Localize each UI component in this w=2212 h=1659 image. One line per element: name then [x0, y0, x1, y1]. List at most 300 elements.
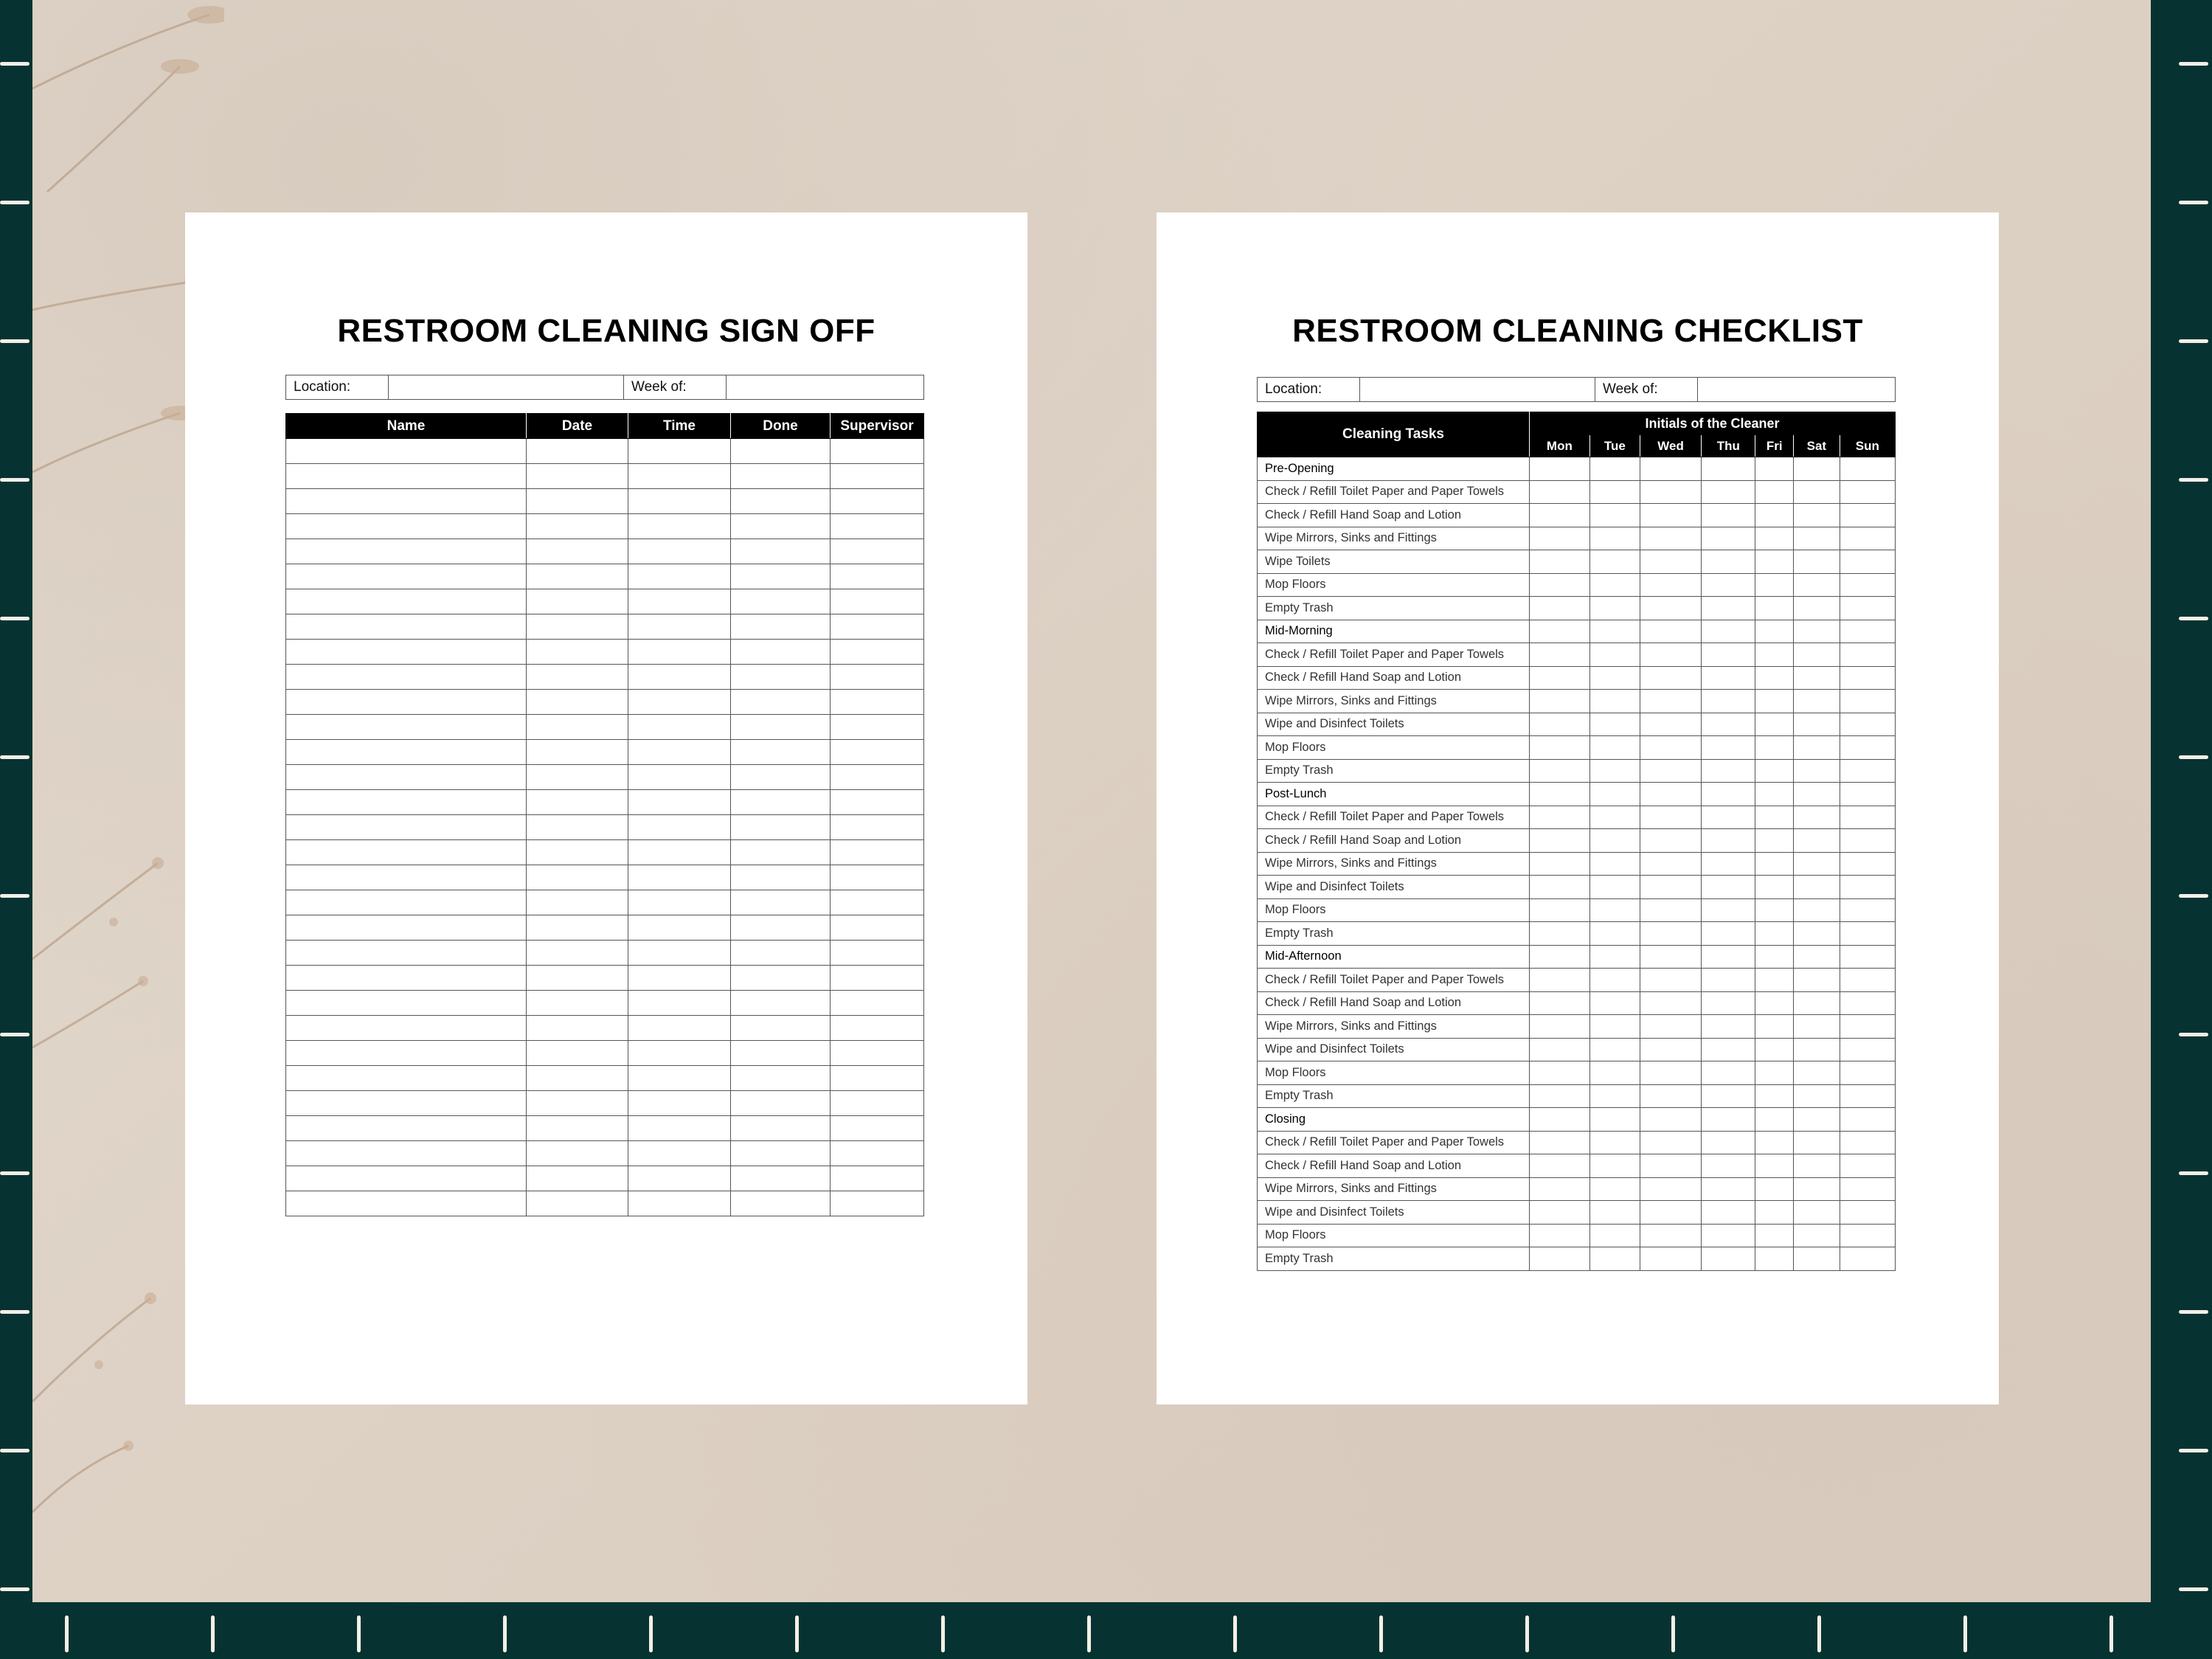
signoff-cell[interactable]: [731, 991, 831, 1016]
initials-cell[interactable]: [1840, 573, 1895, 597]
initials-cell[interactable]: [1530, 736, 1590, 760]
initials-cell[interactable]: [1755, 991, 1794, 1015]
initials-cell[interactable]: [1794, 1224, 1840, 1247]
initials-cell[interactable]: [1589, 1061, 1640, 1085]
signoff-cell[interactable]: [831, 539, 924, 564]
initials-cell[interactable]: [1840, 1247, 1895, 1271]
initials-cell[interactable]: [1702, 1061, 1755, 1085]
signoff-cell[interactable]: [628, 665, 731, 690]
initials-cell[interactable]: [1755, 597, 1794, 620]
initials-cell[interactable]: [1589, 1084, 1640, 1108]
initials-cell[interactable]: [1589, 806, 1640, 829]
initials-cell[interactable]: [1589, 969, 1640, 992]
initials-cell[interactable]: [1794, 1177, 1840, 1201]
initials-cell[interactable]: [1755, 1154, 1794, 1178]
initials-cell[interactable]: [1794, 806, 1840, 829]
initials-cell[interactable]: [1530, 945, 1590, 969]
signoff-cell[interactable]: [628, 690, 731, 715]
initials-cell[interactable]: [1702, 1201, 1755, 1225]
initials-cell[interactable]: [1794, 1015, 1840, 1039]
signoff-cell[interactable]: [628, 1141, 731, 1166]
signoff-cell[interactable]: [527, 539, 628, 564]
initials-cell[interactable]: [1640, 1038, 1701, 1061]
initials-cell[interactable]: [1794, 783, 1840, 806]
initials-cell[interactable]: [1840, 550, 1895, 574]
signoff-cell[interactable]: [831, 1066, 924, 1091]
initials-cell[interactable]: [1794, 573, 1840, 597]
initials-cell[interactable]: [1702, 1108, 1755, 1132]
initials-cell[interactable]: [1840, 1154, 1895, 1178]
signoff-cell[interactable]: [831, 589, 924, 614]
initials-cell[interactable]: [1840, 480, 1895, 504]
signoff-cell[interactable]: [831, 1116, 924, 1141]
signoff-cell[interactable]: [831, 1091, 924, 1116]
signoff-cell[interactable]: [286, 614, 527, 640]
initials-cell[interactable]: [1702, 852, 1755, 876]
initials-cell[interactable]: [1755, 1108, 1794, 1132]
initials-cell[interactable]: [1755, 759, 1794, 783]
initials-cell[interactable]: [1702, 643, 1755, 667]
signoff-cell[interactable]: [731, 464, 831, 489]
initials-cell[interactable]: [1840, 1038, 1895, 1061]
initials-cell[interactable]: [1840, 643, 1895, 667]
initials-cell[interactable]: [1702, 713, 1755, 736]
initials-cell[interactable]: [1589, 1015, 1640, 1039]
signoff-cell[interactable]: [731, 665, 831, 690]
initials-cell[interactable]: [1640, 1015, 1701, 1039]
signoff-cell[interactable]: [628, 740, 731, 765]
initials-cell[interactable]: [1702, 922, 1755, 946]
initials-cell[interactable]: [1530, 759, 1590, 783]
initials-cell[interactable]: [1702, 597, 1755, 620]
signoff-cell[interactable]: [628, 614, 731, 640]
initials-cell[interactable]: [1840, 806, 1895, 829]
signoff-cell[interactable]: [527, 1141, 628, 1166]
initials-cell[interactable]: [1640, 480, 1701, 504]
signoff-cell[interactable]: [731, 1091, 831, 1116]
signoff-cell[interactable]: [831, 1016, 924, 1041]
signoff-cell[interactable]: [731, 439, 831, 464]
initials-cell[interactable]: [1840, 1131, 1895, 1154]
initials-cell[interactable]: [1530, 1224, 1590, 1247]
initials-cell[interactable]: [1589, 1177, 1640, 1201]
initials-cell[interactable]: [1755, 480, 1794, 504]
signoff-cell[interactable]: [628, 890, 731, 915]
initials-cell[interactable]: [1640, 806, 1701, 829]
initials-cell[interactable]: [1702, 457, 1755, 481]
initials-cell[interactable]: [1840, 852, 1895, 876]
signoff-cell[interactable]: [527, 865, 628, 890]
initials-cell[interactable]: [1589, 504, 1640, 527]
initials-cell[interactable]: [1794, 876, 1840, 899]
initials-cell[interactable]: [1702, 876, 1755, 899]
initials-cell[interactable]: [1794, 597, 1840, 620]
signoff-cell[interactable]: [286, 539, 527, 564]
initials-cell[interactable]: [1640, 922, 1701, 946]
initials-cell[interactable]: [1755, 969, 1794, 992]
initials-cell[interactable]: [1640, 550, 1701, 574]
signoff-cell[interactable]: [628, 439, 731, 464]
signoff-cell[interactable]: [731, 589, 831, 614]
signoff-cell[interactable]: [731, 790, 831, 815]
initials-cell[interactable]: [1840, 1084, 1895, 1108]
signoff-cell[interactable]: [286, 665, 527, 690]
initials-cell[interactable]: [1530, 597, 1590, 620]
initials-cell[interactable]: [1840, 620, 1895, 643]
signoff-cell[interactable]: [286, 690, 527, 715]
initials-cell[interactable]: [1530, 829, 1590, 853]
signoff-cell[interactable]: [286, 1116, 527, 1141]
initials-cell[interactable]: [1530, 573, 1590, 597]
signoff-cell[interactable]: [831, 665, 924, 690]
initials-cell[interactable]: [1589, 457, 1640, 481]
signoff-cell[interactable]: [831, 564, 924, 589]
initials-cell[interactable]: [1794, 1201, 1840, 1225]
initials-cell[interactable]: [1589, 876, 1640, 899]
signoff-cell[interactable]: [628, 966, 731, 991]
initials-cell[interactable]: [1640, 1247, 1701, 1271]
signoff-cell[interactable]: [831, 514, 924, 539]
signoff-cell[interactable]: [527, 966, 628, 991]
initials-cell[interactable]: [1794, 1108, 1840, 1132]
signoff-cell[interactable]: [527, 1166, 628, 1191]
initials-cell[interactable]: [1640, 457, 1701, 481]
initials-cell[interactable]: [1589, 597, 1640, 620]
initials-cell[interactable]: [1755, 504, 1794, 527]
signoff-cell[interactable]: [628, 589, 731, 614]
initials-cell[interactable]: [1530, 666, 1590, 690]
initials-cell[interactable]: [1794, 945, 1840, 969]
signoff-cell[interactable]: [831, 890, 924, 915]
signoff-cell[interactable]: [731, 890, 831, 915]
signoff-cell[interactable]: [286, 941, 527, 966]
signoff-cell[interactable]: [628, 715, 731, 740]
initials-cell[interactable]: [1530, 690, 1590, 713]
signoff-cell[interactable]: [731, 966, 831, 991]
initials-cell[interactable]: [1794, 690, 1840, 713]
initials-cell[interactable]: [1640, 898, 1701, 922]
signoff-cell[interactable]: [831, 915, 924, 941]
signoff-cell[interactable]: [527, 489, 628, 514]
signoff-cell[interactable]: [731, 1116, 831, 1141]
initials-cell[interactable]: [1530, 969, 1590, 992]
initials-cell[interactable]: [1794, 713, 1840, 736]
initials-cell[interactable]: [1702, 1177, 1755, 1201]
signoff-cell[interactable]: [831, 1191, 924, 1216]
initials-cell[interactable]: [1530, 1038, 1590, 1061]
initials-cell[interactable]: [1640, 1084, 1701, 1108]
signoff-cell[interactable]: [286, 715, 527, 740]
initials-cell[interactable]: [1702, 1224, 1755, 1247]
signoff-cell[interactable]: [527, 1191, 628, 1216]
initials-cell[interactable]: [1702, 1247, 1755, 1271]
initials-cell[interactable]: [1530, 1247, 1590, 1271]
signoff-cell[interactable]: [286, 1166, 527, 1191]
initials-cell[interactable]: [1702, 969, 1755, 992]
initials-cell[interactable]: [1702, 504, 1755, 527]
initials-cell[interactable]: [1840, 1061, 1895, 1085]
signoff-cell[interactable]: [628, 1191, 731, 1216]
signoff-cell[interactable]: [628, 539, 731, 564]
initials-cell[interactable]: [1589, 480, 1640, 504]
initials-cell[interactable]: [1530, 876, 1590, 899]
initials-cell[interactable]: [1589, 1247, 1640, 1271]
signoff-cell[interactable]: [628, 514, 731, 539]
initials-cell[interactable]: [1640, 969, 1701, 992]
initials-cell[interactable]: [1794, 480, 1840, 504]
initials-cell[interactable]: [1755, 713, 1794, 736]
initials-cell[interactable]: [1755, 690, 1794, 713]
initials-cell[interactable]: [1702, 945, 1755, 969]
signoff-cell[interactable]: [628, 1041, 731, 1066]
signoff-cell[interactable]: [831, 840, 924, 865]
initials-cell[interactable]: [1755, 1247, 1794, 1271]
signoff-cell[interactable]: [831, 640, 924, 665]
signoff-cell[interactable]: [527, 941, 628, 966]
initials-cell[interactable]: [1589, 759, 1640, 783]
initials-cell[interactable]: [1530, 1084, 1590, 1108]
signoff-cell[interactable]: [628, 765, 731, 790]
initials-cell[interactable]: [1640, 1201, 1701, 1225]
initials-cell[interactable]: [1589, 736, 1640, 760]
initials-cell[interactable]: [1530, 504, 1590, 527]
initials-cell[interactable]: [1640, 829, 1701, 853]
initials-cell[interactable]: [1702, 783, 1755, 806]
initials-cell[interactable]: [1794, 1131, 1840, 1154]
initials-cell[interactable]: [1640, 876, 1701, 899]
initials-cell[interactable]: [1589, 666, 1640, 690]
signoff-cell[interactable]: [527, 890, 628, 915]
signoff-cell[interactable]: [286, 1041, 527, 1066]
initials-cell[interactable]: [1755, 1224, 1794, 1247]
signoff-cell[interactable]: [628, 1016, 731, 1041]
initials-cell[interactable]: [1589, 1154, 1640, 1178]
signoff-cell[interactable]: [731, 865, 831, 890]
initials-cell[interactable]: [1794, 922, 1840, 946]
initials-cell[interactable]: [1589, 922, 1640, 946]
signoff-cell[interactable]: [527, 614, 628, 640]
week-field[interactable]: [1698, 378, 1896, 402]
initials-cell[interactable]: [1589, 620, 1640, 643]
signoff-cell[interactable]: [527, 1091, 628, 1116]
initials-cell[interactable]: [1530, 922, 1590, 946]
signoff-cell[interactable]: [628, 790, 731, 815]
initials-cell[interactable]: [1755, 550, 1794, 574]
initials-cell[interactable]: [1794, 666, 1840, 690]
signoff-cell[interactable]: [731, 514, 831, 539]
initials-cell[interactable]: [1840, 969, 1895, 992]
signoff-cell[interactable]: [286, 890, 527, 915]
initials-cell[interactable]: [1794, 1038, 1840, 1061]
signoff-cell[interactable]: [286, 489, 527, 514]
signoff-cell[interactable]: [831, 966, 924, 991]
signoff-cell[interactable]: [527, 765, 628, 790]
initials-cell[interactable]: [1640, 945, 1701, 969]
initials-cell[interactable]: [1755, 643, 1794, 667]
signoff-cell[interactable]: [628, 1166, 731, 1191]
initials-cell[interactable]: [1794, 898, 1840, 922]
initials-cell[interactable]: [1589, 1038, 1640, 1061]
signoff-cell[interactable]: [286, 865, 527, 890]
initials-cell[interactable]: [1840, 457, 1895, 481]
signoff-cell[interactable]: [831, 489, 924, 514]
signoff-cell[interactable]: [286, 740, 527, 765]
initials-cell[interactable]: [1530, 991, 1590, 1015]
initials-cell[interactable]: [1702, 550, 1755, 574]
signoff-cell[interactable]: [527, 790, 628, 815]
initials-cell[interactable]: [1640, 1131, 1701, 1154]
initials-cell[interactable]: [1755, 1061, 1794, 1085]
signoff-cell[interactable]: [286, 1091, 527, 1116]
signoff-cell[interactable]: [731, 1191, 831, 1216]
signoff-cell[interactable]: [731, 1141, 831, 1166]
signoff-cell[interactable]: [831, 690, 924, 715]
signoff-cell[interactable]: [731, 765, 831, 790]
initials-cell[interactable]: [1840, 783, 1895, 806]
initials-cell[interactable]: [1640, 620, 1701, 643]
initials-cell[interactable]: [1794, 736, 1840, 760]
initials-cell[interactable]: [1755, 898, 1794, 922]
initials-cell[interactable]: [1640, 643, 1701, 667]
initials-cell[interactable]: [1794, 1084, 1840, 1108]
initials-cell[interactable]: [1589, 527, 1640, 550]
signoff-cell[interactable]: [527, 1041, 628, 1066]
signoff-cell[interactable]: [628, 1116, 731, 1141]
initials-cell[interactable]: [1702, 829, 1755, 853]
initials-cell[interactable]: [1589, 829, 1640, 853]
initials-cell[interactable]: [1640, 573, 1701, 597]
signoff-cell[interactable]: [628, 915, 731, 941]
initials-cell[interactable]: [1530, 1015, 1590, 1039]
initials-cell[interactable]: [1794, 1061, 1840, 1085]
initials-cell[interactable]: [1755, 876, 1794, 899]
signoff-cell[interactable]: [628, 991, 731, 1016]
signoff-cell[interactable]: [286, 815, 527, 840]
initials-cell[interactable]: [1530, 1154, 1590, 1178]
initials-cell[interactable]: [1702, 690, 1755, 713]
initials-cell[interactable]: [1640, 666, 1701, 690]
signoff-cell[interactable]: [731, 1016, 831, 1041]
initials-cell[interactable]: [1840, 1224, 1895, 1247]
signoff-cell[interactable]: [286, 640, 527, 665]
signoff-cell[interactable]: [731, 1066, 831, 1091]
signoff-cell[interactable]: [731, 1041, 831, 1066]
initials-cell[interactable]: [1702, 1154, 1755, 1178]
signoff-cell[interactable]: [527, 640, 628, 665]
signoff-cell[interactable]: [527, 1066, 628, 1091]
initials-cell[interactable]: [1794, 620, 1840, 643]
signoff-cell[interactable]: [731, 1166, 831, 1191]
initials-cell[interactable]: [1640, 1061, 1701, 1085]
initials-cell[interactable]: [1755, 945, 1794, 969]
initials-cell[interactable]: [1530, 527, 1590, 550]
signoff-cell[interactable]: [831, 765, 924, 790]
initials-cell[interactable]: [1702, 759, 1755, 783]
initials-cell[interactable]: [1530, 480, 1590, 504]
signoff-cell[interactable]: [286, 589, 527, 614]
initials-cell[interactable]: [1840, 1015, 1895, 1039]
signoff-cell[interactable]: [527, 1016, 628, 1041]
initials-cell[interactable]: [1840, 597, 1895, 620]
initials-cell[interactable]: [1702, 898, 1755, 922]
initials-cell[interactable]: [1640, 690, 1701, 713]
initials-cell[interactable]: [1755, 527, 1794, 550]
initials-cell[interactable]: [1840, 1108, 1895, 1132]
initials-cell[interactable]: [1640, 1154, 1701, 1178]
initials-cell[interactable]: [1840, 1177, 1895, 1201]
initials-cell[interactable]: [1530, 783, 1590, 806]
signoff-cell[interactable]: [731, 915, 831, 941]
initials-cell[interactable]: [1755, 1131, 1794, 1154]
initials-cell[interactable]: [1640, 1108, 1701, 1132]
signoff-cell[interactable]: [286, 514, 527, 539]
signoff-cell[interactable]: [286, 840, 527, 865]
initials-cell[interactable]: [1702, 480, 1755, 504]
signoff-cell[interactable]: [286, 439, 527, 464]
signoff-cell[interactable]: [628, 1066, 731, 1091]
signoff-cell[interactable]: [286, 966, 527, 991]
signoff-cell[interactable]: [628, 564, 731, 589]
signoff-cell[interactable]: [628, 640, 731, 665]
signoff-cell[interactable]: [527, 564, 628, 589]
initials-cell[interactable]: [1755, 1038, 1794, 1061]
initials-cell[interactable]: [1755, 457, 1794, 481]
initials-cell[interactable]: [1840, 736, 1895, 760]
signoff-cell[interactable]: [286, 765, 527, 790]
initials-cell[interactable]: [1702, 666, 1755, 690]
initials-cell[interactable]: [1589, 713, 1640, 736]
signoff-cell[interactable]: [527, 740, 628, 765]
signoff-cell[interactable]: [527, 514, 628, 539]
signoff-cell[interactable]: [731, 690, 831, 715]
initials-cell[interactable]: [1840, 829, 1895, 853]
location-field[interactable]: [389, 375, 624, 400]
signoff-cell[interactable]: [286, 790, 527, 815]
initials-cell[interactable]: [1702, 1038, 1755, 1061]
initials-cell[interactable]: [1640, 504, 1701, 527]
signoff-cell[interactable]: [527, 464, 628, 489]
initials-cell[interactable]: [1530, 457, 1590, 481]
initials-cell[interactable]: [1755, 1177, 1794, 1201]
signoff-cell[interactable]: [286, 991, 527, 1016]
signoff-cell[interactable]: [286, 464, 527, 489]
initials-cell[interactable]: [1589, 643, 1640, 667]
initials-cell[interactable]: [1640, 991, 1701, 1015]
initials-cell[interactable]: [1755, 1201, 1794, 1225]
initials-cell[interactable]: [1589, 690, 1640, 713]
signoff-cell[interactable]: [831, 740, 924, 765]
signoff-cell[interactable]: [286, 1016, 527, 1041]
initials-cell[interactable]: [1589, 573, 1640, 597]
initials-cell[interactable]: [1840, 759, 1895, 783]
signoff-cell[interactable]: [527, 439, 628, 464]
initials-cell[interactable]: [1640, 1177, 1701, 1201]
signoff-cell[interactable]: [527, 991, 628, 1016]
signoff-cell[interactable]: [831, 1141, 924, 1166]
initials-cell[interactable]: [1794, 643, 1840, 667]
initials-cell[interactable]: [1702, 620, 1755, 643]
signoff-cell[interactable]: [286, 1066, 527, 1091]
initials-cell[interactable]: [1640, 759, 1701, 783]
initials-cell[interactable]: [1840, 713, 1895, 736]
signoff-cell[interactable]: [731, 539, 831, 564]
initials-cell[interactable]: [1794, 1247, 1840, 1271]
initials-cell[interactable]: [1589, 1131, 1640, 1154]
initials-cell[interactable]: [1530, 1201, 1590, 1225]
initials-cell[interactable]: [1794, 829, 1840, 853]
initials-cell[interactable]: [1530, 550, 1590, 574]
signoff-cell[interactable]: [731, 640, 831, 665]
